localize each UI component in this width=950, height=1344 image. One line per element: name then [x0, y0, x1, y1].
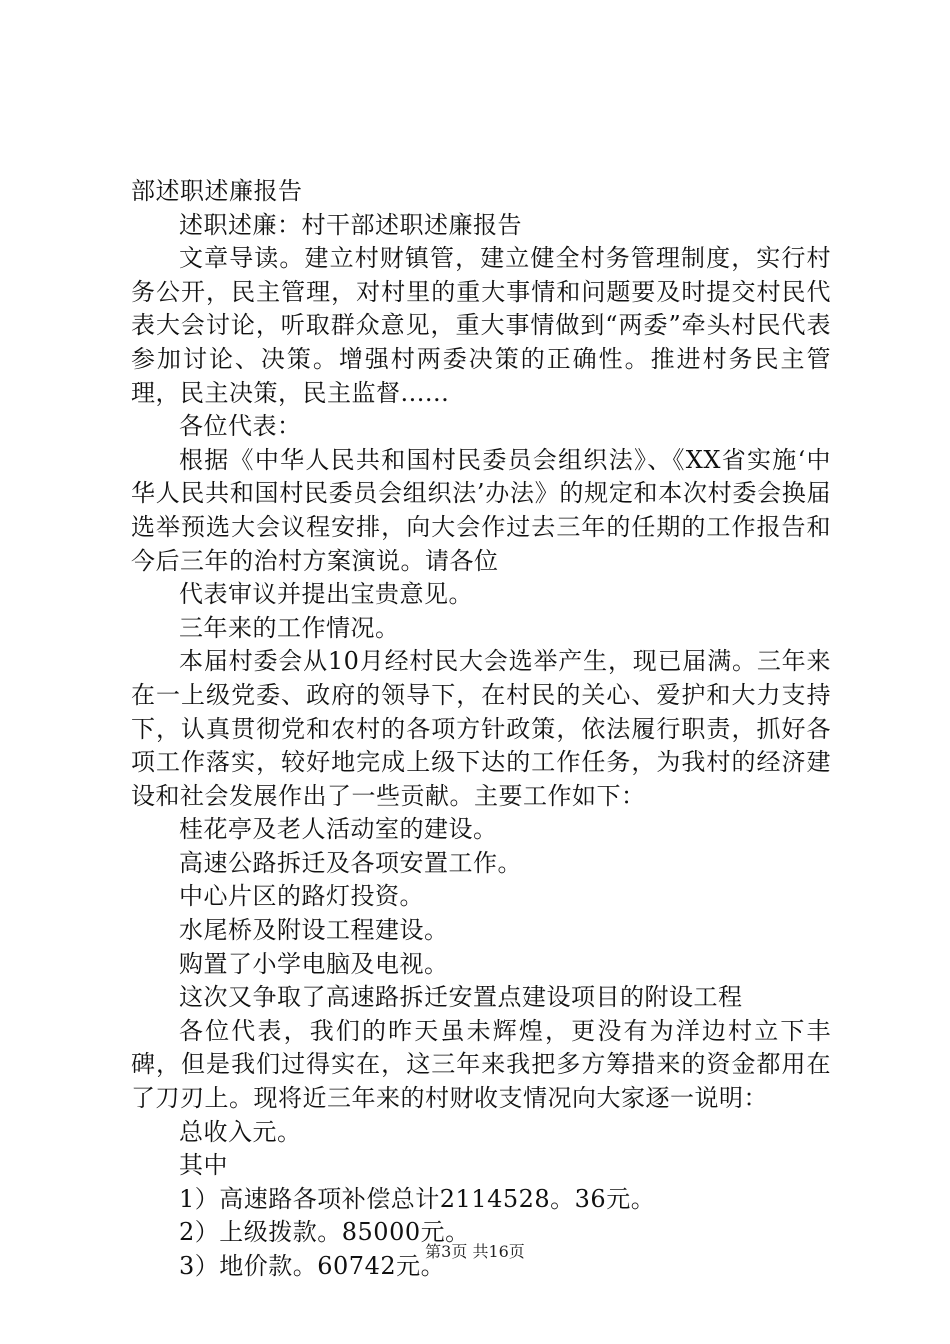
- page-footer: [0, 1242, 950, 1262]
- list-item-work-1: 桂花亭及老人活动室的建设。: [179, 815, 498, 844]
- list-item-work-6: 这次又争取了高速路拆迁安置点建设项目的附设工程: [179, 983, 743, 1012]
- paragraph-among: 其中: [179, 1151, 228, 1180]
- subtitle: 述职述廉：村干部述职述廉报告: [179, 210, 522, 239]
- paragraph-finance-intro: 各位代表，我们的昨天虽未辉煌，更没有为洋边村立下丰碑，但是我们过得实在，这三年来我把多方筹措来的资金都用在了刀刃上。现将近三年来的村财收支情况向大家逐一说明：: [131, 1016, 831, 1113]
- paragraph-basis: 根据《中华人民共和国村民委员会组织法》、《XX省实施‘中华人民共和国村民委员会组织法’办法》的规定和本次村委会换届选举预选大会议程安排，向大会作过去三年的任期的工作报告和今后三年的治村方案演说。请各位: [131, 445, 831, 575]
- title-fragment: 部述职述廉报告: [131, 177, 303, 205]
- paragraph-total-income: 总收入元。: [179, 1117, 302, 1146]
- list-item-work-5: 购置了小学电脑及电视。: [179, 949, 449, 978]
- list-item-work-3: 中心片区的路灯投资。: [179, 882, 424, 911]
- list-item-work-2: 高速公路拆迁及各项安置工作。: [179, 848, 522, 877]
- paragraph-work-summary: 本届村委会从10月经村民大会选举产生，现已届满。三年来在一上级党委、政府的领导下，在村民的关心、爱护和大力支持下，认真贯彻党和农村的各项方针政策，依法履行职责，抓好各项工作落实，较好地完成上级下达的工作任务，为我村的经济建设和社会发展作出了一些贡献。主要工作如下：: [131, 647, 831, 810]
- list-item-income-3: 3）地价款。60742元。: [179, 1252, 446, 1280]
- list-item-income-2: 2）上级拨款。85000元。: [179, 1218, 470, 1247]
- page-number: 第3页 共16页: [425, 1242, 525, 1261]
- section-heading-work: 三年来的工作情况。: [179, 613, 400, 642]
- paragraph-salutation: 各位代表：: [179, 412, 302, 441]
- list-item-work-4: 水尾桥及附设工程建设。: [179, 916, 449, 945]
- list-item-income-1: 1）高速路各项补偿总计2114528。36元。: [179, 1184, 656, 1213]
- document-body: [131, 175, 831, 1284]
- paragraph-intro: 文章导读。建立村财镇管，建立健全村务管理制度，实行村务公开，民主管理，对村里的重大事情和问题要及时提交村民代表大会讨论，听取群众意见，重大事情做到“两委”牵头村民代表参加讨论、决策。增强村两委决策的正确性。推进村务民主管理，民主决策，民主监督......: [131, 244, 831, 407]
- paragraph-review-request: 代表审议并提出宝贵意见。: [179, 580, 473, 609]
